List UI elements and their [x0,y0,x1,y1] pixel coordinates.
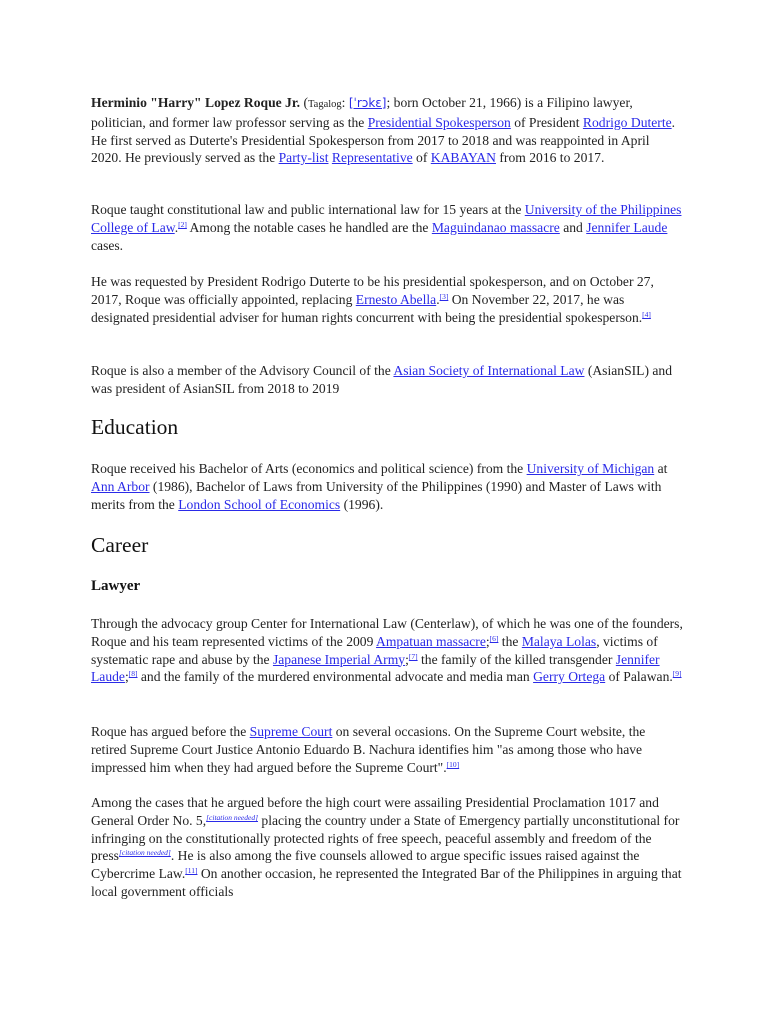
link-up-college-of-law[interactable]: University of the Philippines College of Law [91,202,682,235]
link-party-list[interactable]: Party-list [278,150,329,166]
citation-ref: [11] [185,866,198,876]
citation-needed-tag: [citation needed] [118,848,171,858]
link-london-school-of-economics[interactable]: London School of Economics [178,496,341,512]
advocacy-paragraph: Through the advocacy group Center for International Law (Centerlaw), of which he was one of the founders, Roque and his team represented victims of the 2009 Ampatuan massacre;[6] the Malaya Lolas, victims of systematic rape and abuse by the Japanese Imperial Army;[7] the family of the killed transgender Jennifer Laude;[8] and the family of the murdered environmental advocate and media man Gerry Ortega of Palawan.[9] [91,616,683,685]
teaching-paragraph: Roque taught constitutional law and public international law for 15 years at the University of the Philippines College of Law.[2] Among the notable cases he handled are the Maguindanao massacre and Jennifer Laude cases. [91,202,682,253]
citation-ref: [10] [446,759,460,769]
citation-ref: [9] [672,669,682,679]
citation-ref: [3] [439,291,449,301]
education-paragraph: Roque received his Bachelor of Arts (economics and political science) from the University of Michigan at Ann Arbor (1986), Bachelor of Laws from University of the Philippines (1990) and Master of Laws with merits from the London School of Economics (1996). [91,461,668,512]
citation-ref: [7] [408,651,418,661]
link-rodrigo-duterte[interactable]: Rodrigo Duterte [582,114,672,130]
subsection-heading-lawyer: Lawyer [91,578,141,594]
link-asian-society-of-international-law[interactable]: Asian Society of International Law [393,363,585,378]
spokesperson-paragraph: He was requested by President Rodrigo Duterte to be his presidential spokesperson, and on October 27, 2017, Roque was officially appointed, replacing Ernesto Abella.[3] On November 22, 2017, he was designated presidential adviser for human rights concurrent with being the presidential spokesperson.[4] [91,274,654,325]
link-presidential-spokesperson[interactable]: Presidential Spokesperson [367,114,511,130]
citation-ref: [2] [178,219,187,229]
link-maguindanao-massacre[interactable]: Maguindanao massacre [431,219,560,235]
citation-ref: [8] [128,669,138,679]
intro-paragraph: Herminio "Harry" Lopez Roque Jr. (Tagalog: [ˈrɔkɛ]; born October 21, 1966) is a Filipino lawyer, politician, and former law professor serving as the Presidential Spokesperson of President Rodrigo Duterte. He first served as Duterte's Presidential Spokesperson from 2017 to 2018 and was reappointed in April 2020. He previously served as the Party-list Representative of KABAYAN from 2016 to 2017. [91,95,676,166]
link-ampatuan-massacre[interactable]: Ampatuan massacre [376,633,486,649]
link-gerry-ortega[interactable]: Gerry Ortega [533,669,606,685]
link-jennifer-laude[interactable]: Jennifer Laude [586,219,668,235]
link-jennifer-laude-2[interactable]: Jennifer Laude [91,651,660,685]
section-heading-education: Education [91,415,179,439]
link-malaya-lolas[interactable]: Malaya Lolas [521,633,597,649]
section-heading-career: Career [91,533,149,557]
cases-paragraph: Among the cases that he argued before the high court were assailing Presidential Proclamation 1017 and General Order No. 5,[citation needed] placing the country under a State of Emergency partially unconstitutional for infringing on the constitutionally protected rights of free speech, peaceful assembly and freedom of the press[citation needed]. He is also among the five counsels allowed to argue specific issues raised against the Cybercrime Law.[11] On another occasion, he represented the Integrated Bar of the Philippines in arguing that local government officials [91,795,682,899]
link-ernesto-abella[interactable]: Ernesto Abella [355,291,437,307]
asiansil-paragraph: Roque is also a member of the Advisory Council of the Asian Society of International Law (AsianSIL) and was president of AsianSIL from 2018 to 2019 [91,363,673,396]
citation-ref: [6] [489,633,499,643]
link-ann-arbor[interactable]: Ann Arbor [91,478,150,494]
link-representative[interactable]: Representative [331,150,413,166]
link-kabayan[interactable]: KABAYAN [430,150,496,166]
citation-ref: [4] [642,309,651,319]
supreme-court-paragraph: Roque has argued before the Supreme Court on several occasions. On the Supreme Court website, the retired Supreme Court Justice Antonio Eduardo B. Nachura identifies him "as among those who have impressed him when they had argued before the Supreme Court".[10] [91,724,646,775]
link-supreme-court[interactable]: Supreme Court [249,724,333,739]
language-label: Tagalog [307,99,342,110]
subject-name: Herminio "Harry" Lopez Roque Jr. [91,95,301,110]
pronunciation-link[interactable]: [ˈrɔkɛ] [348,96,387,110]
link-japanese-imperial-army[interactable]: Japanese Imperial Army [272,651,406,667]
link-university-of-michigan[interactable]: University of Michigan [526,461,655,476]
citation-needed-tag: [citation needed] [206,812,258,822]
